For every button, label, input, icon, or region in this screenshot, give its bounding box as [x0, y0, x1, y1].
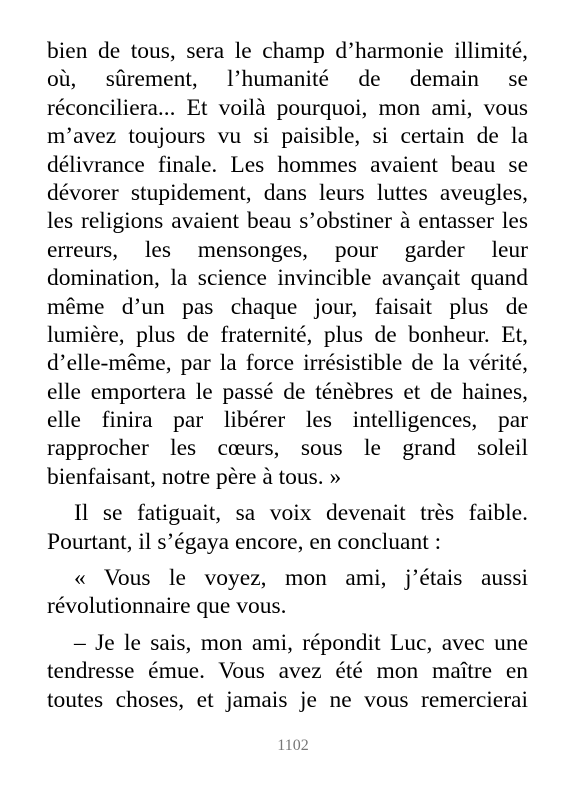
text-line: elle emportera le passé de ténèbres et de haines, — [47, 378, 528, 405]
paragraph-4 — [47, 629, 528, 714]
text-line: m’avez toujours vu si paisible, si certain de la — [47, 123, 528, 150]
page-number: 1102 — [277, 737, 309, 754]
text-line: bien de tous, sera le champ d’harmonie illimité, — [47, 38, 528, 64]
text-line: d’elle-même, par la force irrésistible de la vérité, — [47, 350, 528, 377]
text-line: réconciliera... Et voilà pourquoi, mon ami, vous — [47, 94, 528, 121]
text-line: lumière, plus de fraternité, plus de bonheur. Et, — [47, 321, 528, 348]
text-line: elle finira par libérer les intelligences, par — [47, 407, 528, 434]
text-line: – Je le sais, mon ami, répondit Luc, avec une — [74, 629, 528, 656]
text-line: même d’un pas chaque jour, faisait plus de — [47, 293, 528, 320]
text-line: toutes choses, et jamais je ne vous remercierai — [47, 686, 528, 713]
paragraph-3 — [47, 564, 528, 621]
text-line: bienfaisant, notre père à tous. » — [47, 463, 342, 490]
text-line: « Vous le voyez, mon ami, j’étais aussi — [74, 565, 528, 592]
text-line: domination, la science invincible avançait quand — [47, 265, 528, 292]
text-line: Pourtant, il s’égaya encore, en concluant : — [47, 528, 442, 555]
text-line: tendresse émue. Vous avez été mon maître en — [47, 658, 528, 685]
text-line: les religions avaient beau s’obstiner à entasser les — [47, 208, 528, 235]
text-line: révolutionnaire que vous. — [47, 593, 287, 620]
text-line: dévorer stupidement, dans leurs luttes aveugles, — [47, 179, 528, 206]
body-text — [47, 37, 528, 714]
text-line: délivrance finale. Les hommes avaient beau se — [47, 151, 528, 178]
text-line: où, sûrement, l’humanité de demain se — [47, 66, 528, 93]
text-line: erreurs, les mensonges, pour garder leur — [47, 236, 528, 263]
text-line: rapprocher les cœurs, sous le grand soleil — [47, 435, 528, 462]
text-line: Il se fatiguait, sa voix devenait très faible. — [74, 500, 528, 527]
paragraph-1 — [47, 37, 528, 491]
paragraph-2 — [47, 499, 528, 556]
